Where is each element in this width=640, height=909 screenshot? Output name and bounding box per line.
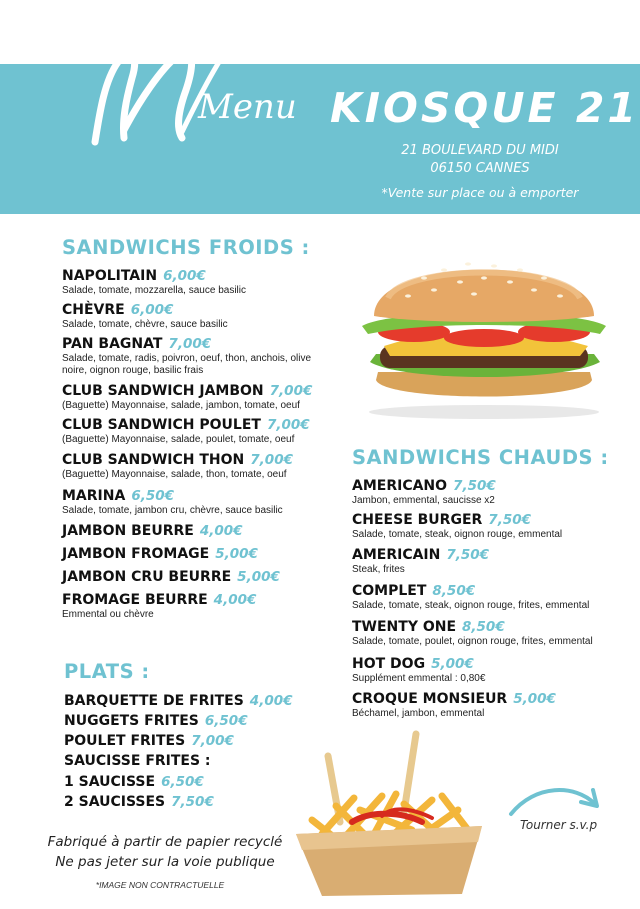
image-disclaimer: *IMAGE NON CONTRACTUELLE bbox=[95, 880, 225, 890]
item-price: 6,50€ bbox=[161, 774, 204, 790]
item-name: POULET FRITES bbox=[64, 733, 186, 749]
item-name: COMPLET bbox=[352, 583, 427, 599]
item-name: JAMBON BEURRE bbox=[62, 523, 194, 539]
menu-item bbox=[62, 566, 280, 585]
turn-page-note: Tourner s.v.p bbox=[520, 818, 598, 832]
svg-text:Menu: Menu bbox=[198, 87, 297, 127]
item-name: MARINA bbox=[62, 488, 126, 504]
item-name: CROQUE MONSIEUR bbox=[352, 691, 508, 707]
item-name: CLUB SANDWICH THON bbox=[62, 452, 245, 468]
item-name: NAPOLITAIN bbox=[62, 268, 158, 284]
item-description: (Baguette) Mayonnaise, salade, thon, tomate, oeuf bbox=[62, 469, 287, 480]
item-description: Salade, tomate, steak, oignon rouge, frites, emmental bbox=[352, 600, 590, 611]
menu-item bbox=[352, 475, 496, 507]
menu-item bbox=[352, 688, 556, 720]
section-title-sandwichs-froids: SANDWICHS FROIDS : bbox=[62, 236, 310, 259]
item-name: TWENTY ONE bbox=[352, 619, 457, 635]
item-price: 7,50€ bbox=[453, 478, 496, 494]
menu-item bbox=[64, 690, 293, 709]
item-description: Steak, frites bbox=[352, 564, 405, 575]
item-name: BARQUETTE DE FRITES bbox=[64, 693, 244, 709]
item-price: 5,00€ bbox=[237, 569, 280, 585]
item-description: Béchamel, jambon, emmental bbox=[352, 708, 485, 719]
item-description: Emmental ou chèvre bbox=[62, 609, 154, 620]
menu-item bbox=[62, 333, 312, 376]
menu-item bbox=[352, 544, 489, 576]
item-price: 4,00€ bbox=[249, 693, 293, 709]
item-price: 5,00€ bbox=[215, 546, 258, 562]
menu-item bbox=[62, 265, 246, 297]
item-price: 5,00€ bbox=[513, 691, 556, 707]
item-name: SAUCISSE FRITES : bbox=[64, 753, 211, 769]
recycle-note bbox=[30, 832, 300, 872]
item-description: Salade, tomate, radis, poivron, oeuf, thon, anchois, olive noire, oignon rouge, basilic frais bbox=[62, 353, 312, 376]
item-name: FROMAGE BEURRE bbox=[62, 592, 208, 608]
section-title-sandwichs-chauds: SANDWICHS CHAUDS : bbox=[352, 446, 609, 469]
address-line-2: 06150 CANNES bbox=[430, 161, 530, 176]
item-price: 7,00€ bbox=[168, 336, 212, 352]
item-name: CLUB SANDWICH JAMBON bbox=[62, 383, 264, 399]
menu-item bbox=[62, 589, 256, 621]
service-note: *Vente sur place ou à emporter bbox=[381, 185, 579, 200]
menu-item bbox=[352, 580, 589, 612]
item-name: CHÈVRE bbox=[62, 302, 125, 318]
item-name: JAMBON FROMAGE bbox=[62, 546, 210, 562]
item-price: 7,50€ bbox=[446, 547, 490, 563]
item-price: 6,50€ bbox=[204, 713, 248, 729]
item-description: Salade, tomate, chèvre, sauce basilic bbox=[62, 319, 228, 330]
item-price: 6,50€ bbox=[131, 488, 175, 504]
item-price: 6,00€ bbox=[130, 302, 174, 318]
address-line-1: 21 BOULEVARD DU MIDI bbox=[401, 143, 559, 158]
menu-item bbox=[62, 449, 293, 481]
brand-name: KIOSQUE 21 bbox=[330, 84, 639, 132]
menu-item bbox=[64, 791, 214, 810]
item-description: Salade, tomate, poulet, oignon rouge, frites, emmental bbox=[352, 636, 593, 647]
item-price: 7,00€ bbox=[266, 417, 310, 433]
item-description: (Baguette) Mayonnaise, salade, poulet, tomate, oeuf bbox=[62, 434, 295, 445]
menu-item bbox=[64, 750, 211, 769]
item-name: CHEESE BURGER bbox=[352, 512, 483, 528]
recycle-line-1: Fabriqué à partir de papier recyclé bbox=[47, 834, 283, 850]
fries-illustration bbox=[292, 726, 488, 900]
item-name: 2 SAUCISSES bbox=[64, 794, 166, 810]
menu-item bbox=[352, 509, 562, 541]
item-name: HOT DOG bbox=[352, 656, 426, 672]
menu-item bbox=[64, 730, 234, 749]
item-name: PAN BAGNAT bbox=[62, 336, 163, 352]
recycle-line-2: Ne pas jeter sur la voie publique bbox=[55, 854, 275, 870]
menu-item bbox=[352, 616, 593, 648]
item-name: AMERICANO bbox=[352, 478, 448, 494]
item-name: 1 SAUCISSE bbox=[64, 774, 156, 790]
item-description: Supplément emmental : 0,80€ bbox=[352, 673, 486, 684]
item-price: 7,00€ bbox=[250, 452, 293, 468]
menu-item bbox=[62, 485, 283, 517]
item-price: 4,00€ bbox=[213, 592, 257, 608]
item-name: NUGGETS FRITES bbox=[64, 713, 199, 729]
item-description: Salade, tomate, steak, oignon rouge, emmental bbox=[352, 529, 563, 540]
item-price: 8,50€ bbox=[462, 619, 505, 635]
item-description: Salade, tomate, mozzarella, sauce basilic bbox=[62, 285, 246, 296]
item-description: Jambon, emmental, saucisse x2 bbox=[352, 495, 495, 506]
turn-arrow-icon bbox=[505, 780, 605, 820]
item-description: (Baguette) Mayonnaise, salade, jambon, tomate, oeuf bbox=[62, 400, 300, 411]
item-name: JAMBON CRU BEURRE bbox=[62, 569, 232, 585]
item-price: 7,00€ bbox=[191, 733, 234, 749]
item-price: 5,00€ bbox=[431, 656, 474, 672]
item-name: AMERICAIN bbox=[352, 547, 441, 563]
menu-item bbox=[62, 414, 310, 446]
menu-item bbox=[62, 299, 228, 331]
menu-item bbox=[64, 771, 204, 790]
menu-item bbox=[62, 543, 258, 562]
menu-item bbox=[64, 710, 248, 729]
item-price: 4,00€ bbox=[199, 523, 243, 539]
item-description: Salade, tomate, jambon cru, chèvre, sauce basilic bbox=[62, 505, 283, 516]
section-title-plats: PLATS : bbox=[64, 660, 150, 683]
item-name: CLUB SANDWICH POULET bbox=[62, 417, 261, 433]
item-price: 7,50€ bbox=[171, 794, 214, 810]
item-price: 7,00€ bbox=[269, 383, 313, 399]
menu-item bbox=[62, 520, 243, 539]
menu-item bbox=[62, 380, 312, 412]
item-price: 8,50€ bbox=[432, 583, 476, 599]
menu-item bbox=[352, 653, 485, 685]
item-price: 6,00€ bbox=[163, 268, 206, 284]
item-price: 7,50€ bbox=[488, 512, 531, 528]
